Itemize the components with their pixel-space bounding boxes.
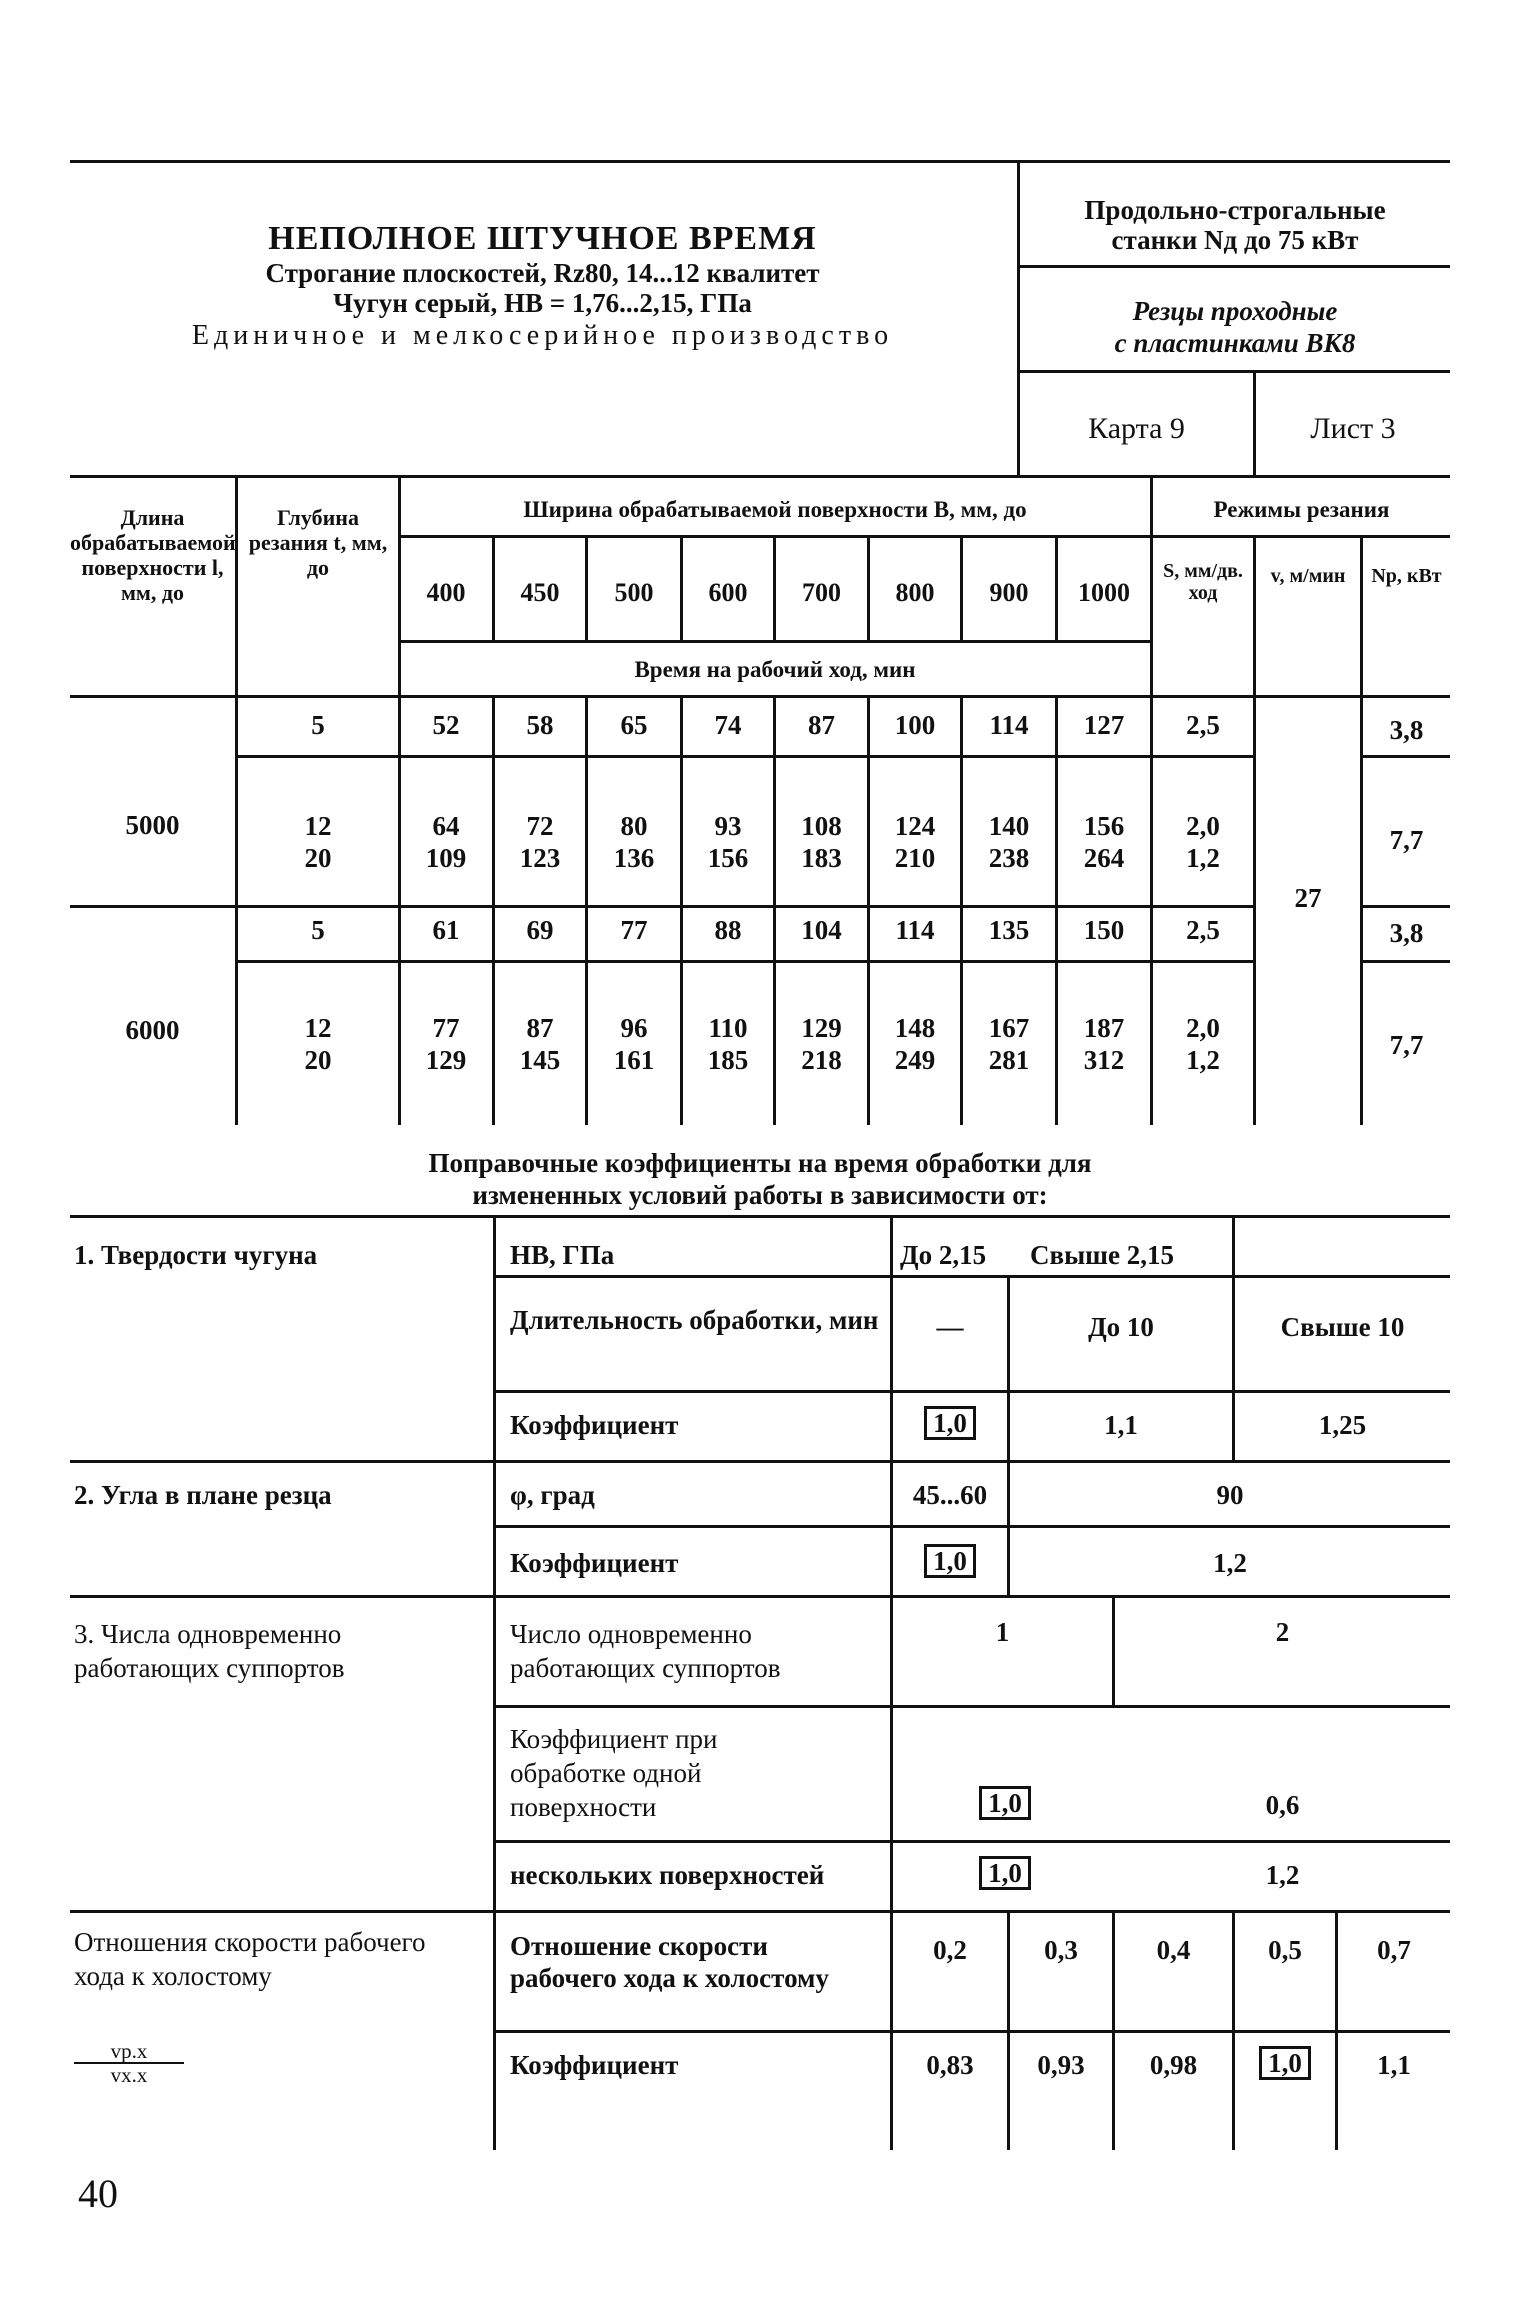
ratio-fraction	[74, 2040, 184, 2086]
corrections-heading-line-2: измененных условий работы в зависимости от:	[472, 1180, 1048, 1210]
time-cell	[870, 810, 960, 874]
s2-label: 2. Угла в плане резца	[74, 1480, 332, 1510]
coef-label: Коэффициент	[510, 1410, 679, 1440]
s1-label: 1. Твердости чугуна	[74, 1240, 318, 1270]
tool-line-1: Резцы проходные	[1132, 296, 1338, 326]
duration-value: —	[936, 1312, 964, 1342]
depth-value: 20	[304, 1045, 332, 1075]
coef-value: 1,2	[1265, 1860, 1300, 1890]
coef-label: Коэффициент	[510, 2050, 679, 2080]
s4-label: Отношения скорости рабочего хода к холостому	[74, 1927, 426, 1991]
length-6000: 6000	[125, 1015, 180, 1045]
time-cell	[588, 810, 680, 874]
depth-cell: 5	[311, 710, 325, 740]
time-value: 161	[613, 1045, 655, 1075]
coef-cell	[950, 1856, 1060, 1890]
subtitle-production: Единичное и мелкосерийное производство	[191, 320, 894, 351]
feed-cell	[1153, 810, 1253, 874]
power-cell: 7,7	[1389, 1030, 1424, 1060]
width-header: 450	[520, 578, 560, 607]
sheet-number: Лист 3	[1310, 412, 1396, 445]
coef-value: 1,25	[1318, 1410, 1367, 1440]
duration-value: Свыше 10	[1280, 1312, 1405, 1342]
time-cell	[683, 1012, 773, 1076]
time-cell	[495, 810, 585, 874]
ratio-label: Отношение скорости рабочего хода к холостому	[510, 1931, 829, 1993]
rule	[1360, 755, 1450, 758]
time-cell: 114	[989, 710, 1029, 740]
time-value: 156	[1083, 811, 1125, 841]
coef-many-label: нескольких поверхностей	[510, 1860, 825, 1890]
tool-line-2: с пластинками ВК8	[1114, 328, 1356, 358]
time-value: 129	[425, 1045, 467, 1075]
width-header: 400	[426, 578, 466, 607]
time-cell	[495, 1012, 585, 1076]
coef-cell	[893, 1544, 1007, 1578]
time-value: 72	[526, 811, 554, 841]
time-value: 264	[1083, 843, 1125, 873]
duration-label: Длительность обработки, мин	[510, 1305, 879, 1335]
time-cell: 100	[894, 710, 936, 740]
coef-base-value: 1,0	[979, 1786, 1031, 1820]
time-cell	[776, 1012, 867, 1076]
time-cell	[1058, 810, 1150, 874]
time-value: 108	[801, 811, 842, 841]
feed-cell	[1153, 1012, 1253, 1076]
rule	[70, 475, 1450, 478]
width-header: 500	[614, 578, 654, 607]
depth-cell	[238, 810, 398, 874]
depth-value: 20	[304, 843, 332, 873]
time-cell: 77	[620, 915, 648, 945]
time-value: 249	[894, 1045, 936, 1075]
power-cell: 3,8	[1389, 918, 1424, 948]
rule	[1360, 960, 1450, 963]
time-cell	[588, 1012, 680, 1076]
rule	[70, 1910, 1450, 1913]
feed-value: 1,2	[1186, 1045, 1220, 1075]
col-length-header: Длина обрабатываемой поверхности l, мм, до	[70, 505, 236, 605]
feed-cell: 2,5	[1186, 915, 1220, 945]
coef-one-label: Коэффициент при обработке одной поверхности	[510, 1724, 718, 1822]
hb-value: Свыше 2,15	[1030, 1240, 1174, 1270]
coef-base-value: 1,0	[924, 1406, 976, 1440]
time-value: 96	[620, 1013, 648, 1043]
time-value: 129	[801, 1013, 842, 1043]
power-cell: 3,8	[1389, 715, 1424, 745]
corrections-heading-line-1: Поправочные коэффициенты на время обработки для	[428, 1148, 1092, 1178]
time-cell	[870, 1012, 960, 1076]
time-cell	[1058, 1012, 1150, 1076]
length-5000: 5000	[125, 810, 180, 840]
rule	[1360, 905, 1450, 908]
rule	[493, 2030, 1450, 2033]
subtitle-material: Чугун серый, HB = 1,76...2,15, ГПа	[333, 288, 752, 318]
time-value: 148	[894, 1013, 936, 1043]
col-depth-header: Глубина резания t, мм, до	[248, 505, 388, 580]
time-value: 218	[801, 1045, 842, 1075]
feed-cell: 2,5	[1186, 710, 1220, 740]
rule	[890, 1215, 893, 2150]
phi-value: 45...60	[912, 1480, 988, 1510]
rule	[1232, 1215, 1235, 1275]
time-value: 140	[988, 811, 1030, 841]
time-value: 110	[708, 1013, 748, 1043]
rule	[493, 1275, 1450, 1278]
time-cell: 114	[895, 915, 935, 945]
coef-value: 1,1	[1377, 2050, 1411, 2080]
time-value: 281	[988, 1045, 1030, 1075]
feed-value: 2,0	[1186, 1013, 1220, 1043]
time-cell: 58	[526, 710, 554, 740]
ratio-value: 0,3	[1044, 1935, 1078, 1965]
time-value: 77	[432, 1013, 460, 1043]
time-value: 124	[894, 811, 936, 841]
top-rule	[70, 160, 1450, 163]
time-cell: 104	[801, 915, 842, 945]
rule	[235, 755, 1253, 758]
rule	[1253, 535, 1256, 1125]
width-header: 700	[802, 578, 841, 607]
coef-base-value: 1,0	[979, 1856, 1031, 1890]
width-header: 900	[989, 578, 1029, 607]
time-value: 312	[1083, 1045, 1125, 1075]
time-value: 136	[613, 843, 655, 873]
coef-cell	[893, 1406, 1007, 1440]
rule	[1017, 265, 1450, 268]
time-cell: 87	[808, 710, 835, 740]
time-value: 183	[801, 843, 842, 873]
rule	[493, 1215, 496, 2150]
time-value: 64	[432, 811, 460, 841]
rule	[70, 905, 1253, 908]
speed-cell: 27	[1294, 883, 1322, 913]
time-cell	[683, 810, 773, 874]
rule	[493, 1705, 1450, 1708]
rule	[70, 1460, 1450, 1463]
rule	[493, 1525, 1450, 1528]
time-cell: 150	[1083, 915, 1125, 945]
ratio-value: 0,4	[1156, 1935, 1191, 1965]
coef-value: 0,98	[1149, 2050, 1198, 2080]
depth-value: 12	[304, 811, 332, 841]
depth-cell: 5	[311, 915, 325, 945]
time-value: 185	[707, 1045, 749, 1075]
ratio-value: 0,7	[1377, 1935, 1411, 1965]
col-s-header: S, мм/дв. ход	[1163, 560, 1243, 604]
s3-label: 3. Числа одновременно работающих суппортов	[74, 1619, 345, 1683]
feed-value: 2,0	[1186, 811, 1220, 841]
duration-value: До 10	[1088, 1312, 1154, 1342]
machine-type	[1020, 195, 1450, 255]
count-label: Число одновременно работающих суппортов	[510, 1619, 781, 1683]
coef-label: Коэффициент	[510, 1548, 679, 1578]
time-value: 167	[988, 1013, 1030, 1043]
time-cell: 65	[620, 710, 648, 740]
time-cell: 52	[432, 710, 460, 740]
time-value: 145	[519, 1045, 561, 1075]
rule	[70, 1215, 1450, 1218]
rule	[1112, 1595, 1115, 1705]
time-value: 109	[425, 843, 467, 873]
time-value: 87	[526, 1013, 554, 1043]
col-n-header: Nр, кВт	[1371, 565, 1442, 587]
time-value: 210	[894, 843, 936, 873]
phi-label: φ, град	[510, 1480, 595, 1510]
fraction-denominator: vх.х	[110, 2063, 148, 2087]
hb-label: HB, ГПа	[510, 1240, 615, 1270]
time-cell: 69	[526, 915, 554, 945]
time-label: Время на рабочий ход, мин	[634, 657, 916, 682]
depth-value: 12	[304, 1013, 332, 1043]
count-value: 2	[1275, 1617, 1290, 1647]
ratio-value: 0,5	[1268, 1935, 1302, 1965]
ratio-value: 0,2	[933, 1935, 967, 1965]
time-value: 187	[1083, 1013, 1125, 1043]
time-cell: 61	[432, 915, 460, 945]
time-cell: 127	[1083, 710, 1125, 740]
coef-value: 0,83	[926, 2050, 974, 2080]
time-cell	[400, 1012, 492, 1076]
coef-cell	[1235, 2046, 1335, 2080]
time-cell: 74	[714, 710, 742, 740]
time-value: 80	[620, 811, 648, 841]
coef-value: 1,2	[1213, 1548, 1247, 1578]
coef-value: 1,1	[1104, 1410, 1138, 1440]
coef-value: 0,93	[1037, 2050, 1085, 2080]
machine-line-2: станки Nд до 75 кВт	[1111, 225, 1359, 255]
coef-cell	[950, 1786, 1060, 1820]
rule	[70, 695, 1450, 698]
tool-type	[1020, 295, 1450, 359]
rule	[398, 640, 1150, 643]
width-header: 800	[895, 578, 935, 607]
time-cell	[400, 810, 492, 874]
width-header: 1000	[1078, 578, 1130, 607]
power-cell: 7,7	[1389, 825, 1424, 855]
col-width-group-header: Ширина обрабатываемой поверхности B, мм, до	[523, 497, 1027, 522]
count-value: 1	[995, 1617, 1010, 1647]
coef-base-value: 1,0	[924, 1544, 976, 1578]
time-cell: 88	[714, 915, 742, 945]
phi-value: 90	[1216, 1480, 1244, 1510]
rule	[235, 960, 1253, 963]
rule	[70, 1595, 1450, 1598]
time-cell	[963, 1012, 1055, 1076]
page-number: 40	[78, 2171, 118, 2216]
hb-value: До 2,15	[900, 1240, 987, 1270]
coef-base-value: 1,0	[1259, 2046, 1311, 2080]
fraction-numerator: vр.х	[74, 2040, 184, 2064]
time-cell	[963, 810, 1055, 874]
time-value: 123	[519, 843, 561, 873]
time-value: 238	[988, 843, 1030, 873]
width-header: 600	[708, 578, 748, 607]
time-cell: 135	[988, 915, 1030, 945]
rule	[398, 535, 1450, 538]
page-title: НЕПОЛНОЕ ШТУЧНОЕ ВРЕМЯ	[268, 220, 817, 257]
col-regimes-header: Режимы резания	[1213, 497, 1390, 522]
card-number: Карта 9	[1088, 412, 1185, 445]
machine-line-1: Продольно-строгальные	[1084, 195, 1386, 225]
col-v-header: v, м/мин	[1270, 565, 1346, 587]
rule	[493, 1390, 1450, 1393]
depth-cell	[238, 1012, 398, 1076]
coef-value: 0,6	[1265, 1790, 1300, 1820]
feed-value: 1,2	[1186, 843, 1220, 873]
subtitle-processing: Строгание плоскостей, Rz80, 14...12 квалитет	[265, 258, 820, 288]
time-value: 93	[714, 811, 742, 841]
rule	[1017, 370, 1450, 373]
rule	[493, 1840, 1450, 1843]
time-cell	[776, 810, 867, 874]
time-value: 156	[707, 843, 749, 873]
